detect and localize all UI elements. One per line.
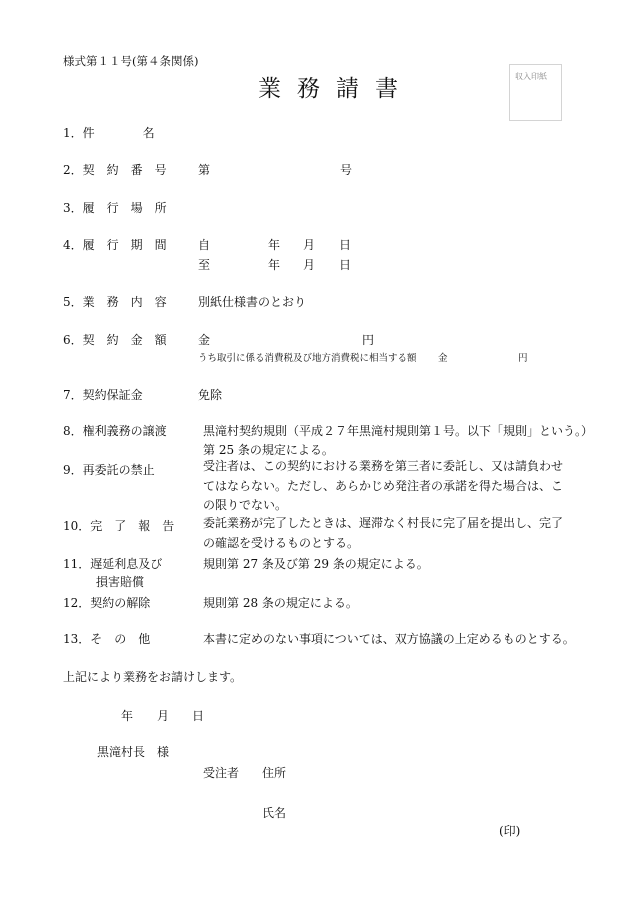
statement: 上記により業務をお請けします。 [63,670,243,684]
item-completion-label: 10．完 了 報 告 [63,519,175,533]
period-from-day: 日 [339,238,352,252]
item-delay-label-line2: 損害賠償 [96,575,145,589]
period-from-year: 年 [268,238,281,252]
item-location-label: 3．履 行 場 所 [63,201,167,215]
item-termination-label: 12．契約の解除 [63,596,151,610]
item-transfer-line1: 黒滝村契約規則（平成２７年黒滝村規則第１号。以下「規則」という。） [203,424,594,438]
date-month: 月 [157,709,170,723]
date-day: 日 [192,709,205,723]
addressee: 黒滝村長 様 [97,745,170,759]
page-title: 業務請書 [258,76,414,102]
address-label: 住所 [262,766,287,780]
item-subcontract-text: 受注者は、この契約における業務を第三者に委託し、又は請負わせてはならない。ただし、あらかじめ発注者の承諾を得た場合は、この限りでない。 [203,459,564,512]
item-subcontract-label: 9．再委託の禁止 [63,463,155,477]
item-contract-number-label: 2．契 約 番 号 [63,163,167,177]
period-to-day: 日 [339,258,352,272]
item-termination-value: 規則第 28 条の規定による。 [203,596,358,610]
period-from-month: 月 [303,238,316,252]
tax-unit: 円 [518,353,528,364]
item-other-value: 本書に定めのない事項については、双方協議の上定めるものとする。 [203,632,575,646]
item-subject-label: 1．件 名 [63,126,155,140]
period-from: 自 [198,238,211,252]
item-delay-label: 11．遅延利息及び [63,557,163,571]
item-transfer-line2: 第 25 条の規定による。 [203,443,334,457]
item-guarantee-value: 免除 [198,388,223,402]
period-to-year: 年 [268,258,281,272]
contractor-label: 受注者 [203,766,240,780]
stamp-label: 収入印紙 [515,72,547,81]
item-other-label: 13．そ の 他 [63,632,151,646]
period-to-month: 月 [303,258,316,272]
name-label: 氏名 [262,806,287,820]
tax-prefix: 金 [438,353,448,364]
tax-note: うち取引に係る消費税及び地方消費税に相当する額 [198,353,417,364]
period-to: 至 [198,258,211,272]
item-period-label: 4．履 行 期 間 [63,238,167,252]
seal-mark: (印) [499,824,521,838]
date-year: 年 [121,709,134,723]
revenue-stamp-box [509,64,562,121]
contract-number-prefix: 第 [198,163,211,177]
amount-unit: 円 [362,333,375,347]
item-content-value: 別紙仕様書のとおり [198,295,307,309]
item-guarantee-label: 7．契約保証金 [63,388,143,402]
item-transfer-label: 8．権利義務の譲渡 [63,424,167,438]
item-amount-label: 6．契 約 金 額 [63,333,167,347]
item-delay-value: 規則第 27 条及び第 29 条の規定による。 [203,557,429,571]
form-number: 様式第１１号(第４条関係) [63,54,199,68]
item-completion-text: 委託業務が完了したときは、遅滞なく村長に完了届を提出し、完了の確認を受けるものとする。 [203,516,564,550]
contract-number-suffix: 号 [340,163,353,177]
amount-prefix: 金 [198,333,211,347]
item-content-label: 5．業 務 内 容 [63,295,167,309]
